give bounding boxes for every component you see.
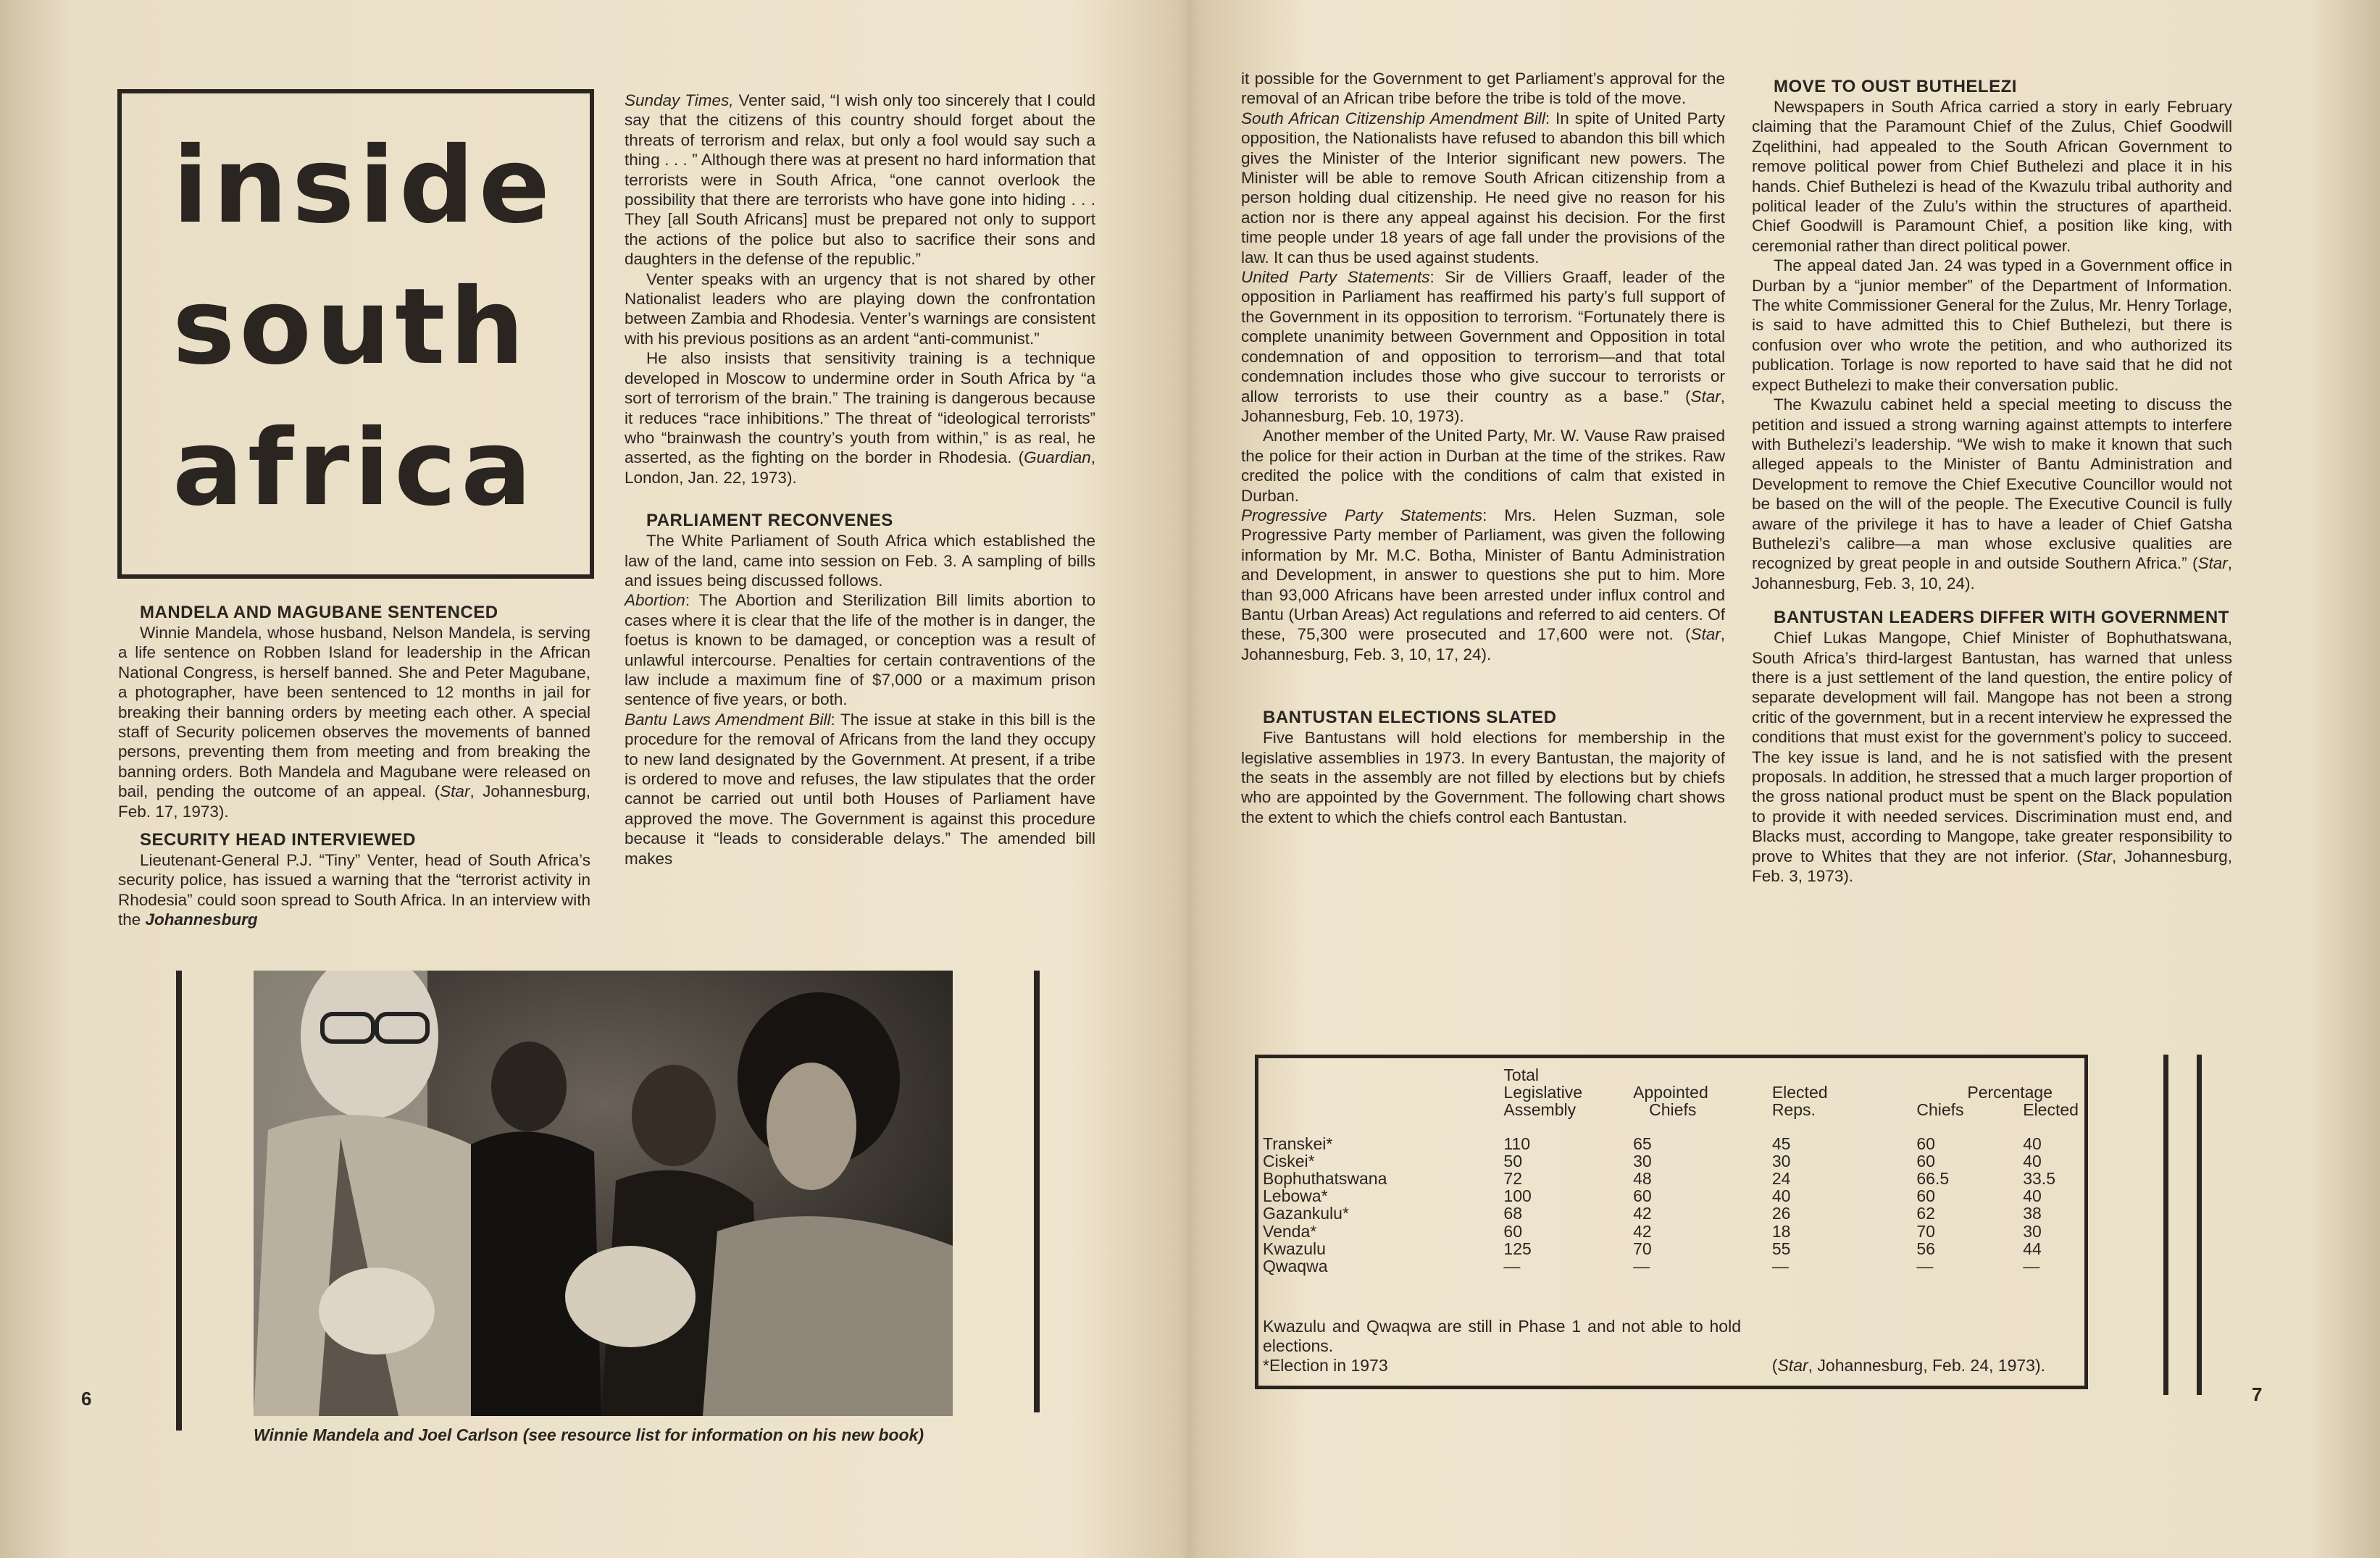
cell-pct-chiefs: 66.5 <box>1916 1169 1950 1189</box>
table-row <box>1263 1170 2079 1187</box>
header-elected: Elected <box>1771 1083 1828 1102</box>
photo-bar-left <box>176 971 182 1431</box>
table-row <box>1263 1257 2079 1275</box>
cell-total: — <box>1503 1257 1521 1276</box>
venter-paragraph-1: Sunday Times, Venter said, “I wish only too sincerely that I could say that the citizens of this country should forget about the threats of terrorism and relax, but only a fool would say such a thing . . . ” Although there was at present no hard information that terrorists were in South Africa, “one cannot overlook the possibility that there are terrorists who have gone into hiding . . . They [all South Africans] must be prepared not only to support the actions of the police but also to sacrifice their sons and daughters in the defense of the republic.” <box>625 91 1095 269</box>
cell-pct-elected: 40 <box>2023 1186 2042 1206</box>
cell-pct-elected: 30 <box>2023 1221 2042 1241</box>
cell-total: 50 <box>1503 1151 1522 1170</box>
cell-appointed: 42 <box>1633 1221 1652 1241</box>
cell-name: Lebowa* <box>1263 1186 1328 1206</box>
parliament-heading: PARLIAMENT RECONVENES <box>646 511 893 531</box>
abortion-paragraph: Abortion: The Abortion and Sterilization Bill limits abortion to cases where it is clear that the life of the mother is in danger, the foetus is known to be damaged, or conception was a result of unlawful intercourse. Penalties for certain contraventions of the law include a maximum fine of $7,000 or a maximum prison sentence of five years, or both. <box>625 591 1095 709</box>
venter-paragraph-3: He also insists that sensitivity training is a technique developed in Moscow to undermine order in South Africa by “a sort of terrorism of the brain.” The training is dangerous because it reduces “race inhibitions.” The threat of “ideological terrorists” who “brainwash the country’s youth from within,” is as real, he asserted, as the fighting on the border in Rhodesia. (Guardian, London, Jan. 22, 1973). <box>625 349 1095 487</box>
photo-winnie-mandela-joel-carlson <box>254 971 953 1416</box>
cell-pct-chiefs: — <box>1916 1257 1934 1276</box>
cell-elected: 18 <box>1771 1221 1791 1241</box>
left-column-1 <box>118 603 590 930</box>
cell-total: 110 <box>1503 1134 1531 1153</box>
cell-total: 72 <box>1503 1169 1522 1189</box>
title-box <box>117 89 594 579</box>
photo-caption: Winnie Mandela and Joel Carlson (see resource list for information on his new book) <box>254 1425 924 1444</box>
photo-image <box>254 971 953 1416</box>
header-percentage: Percentage <box>1967 1083 2053 1102</box>
cell-total: 125 <box>1503 1239 1532 1258</box>
cell-pct-chiefs: 70 <box>1916 1221 1935 1241</box>
united-party-paragraph: United Party Statements: Sir de Villiers Graaff, leader of the opposition in Parliament has reaffirmed his party’s full support of the Government in its opposition to terrorism. “Fortunately there is complete unanimity between Government and Opposition in total condemnation of and opposition to terrorism—and that total condemnation includes those who give succour to terrorists or allow terrorists to use their country as a base.” (Star, Johannesburg, Feb. 10, 1973). <box>1241 268 1725 425</box>
table-body <box>1263 1135 2079 1276</box>
cell-appointed: 48 <box>1633 1169 1652 1189</box>
cell-total: 60 <box>1503 1221 1522 1241</box>
table-header-row-3: Assembly Chiefs Reps. Chiefs Elected <box>1503 1100 2079 1120</box>
left-column-2 <box>625 91 1095 868</box>
venter-paragraph-2: Venter speaks with an urgency that is not shared by other Nationalist leaders who are playing down the confrontation between Zambia and Rhodesia. Venter’s warnings are consistent with his previous positions as an ardent “anti-communist.” <box>625 269 1095 348</box>
cell-total: 68 <box>1503 1204 1522 1223</box>
citizenship-paragraph: South African Citizenship Amendment Bill: In spite of United Party opposition, the Nationalists have refused to abandon this bill which gives the Minister of the Interior significant new powers. The Minister will be able to remove South African citizenship from a person holding dual citizenship. He need give no reason for his action nor is there any appeal against his decision. For the first time people under 18 years of age fall under the provisions of the law. It can thus be used against students. <box>1241 109 1725 267</box>
cell-appointed: 60 <box>1633 1186 1652 1206</box>
cell-name: Qwaqwa <box>1263 1257 1328 1276</box>
table-bar-2 <box>2197 1055 2202 1395</box>
cell-elected: 40 <box>1771 1186 1791 1206</box>
table-row <box>1263 1205 2079 1222</box>
parliament-paragraph: The White Parliament of South Africa which established the law of the land, came into session on Feb. 3. A sampling of bills and issues being discussed follows. <box>625 532 1095 590</box>
title-africa: africa <box>172 407 536 529</box>
cell-pct-elected: 38 <box>2023 1204 2042 1223</box>
cell-name: Kwazulu <box>1263 1239 1326 1258</box>
oust-paragraph-1: Newspapers in South Africa carried a story in early February claiming that the Paramount Chief of the Zulus, Chief Goodwill Zqelithini, had appealed to the South African Government to remove political power from Chief Buthelezi and place it in his hands. Chief Buthelezi is head of the Kwazulu tribal authority and political leader of the Zulu’s within the structures of apartheid. Chief Goodwill is Paramount Chief, a position like king, with ceremonial rather than direct political power. <box>1752 98 2232 255</box>
cell-pct-elected: 40 <box>2023 1151 2042 1170</box>
security-heading: SECURITY HEAD INTERVIEWED <box>140 830 416 850</box>
cell-name: Bophuthatswana <box>1263 1169 1387 1189</box>
table-header-row-1 <box>1263 1066 2079 1084</box>
right-column-2 <box>1752 77 2232 886</box>
cell-name: Transkei* <box>1263 1134 1333 1153</box>
page-number-left: 6 <box>81 1388 92 1410</box>
table-row <box>1263 1187 2079 1205</box>
cell-appointed: — <box>1633 1257 1650 1276</box>
table-row <box>1263 1240 2079 1257</box>
table-header-row-2: Legislative Appointed Elected Percentage <box>1263 1084 2079 1101</box>
cell-total: 100 <box>1503 1186 1532 1206</box>
right-column-1 <box>1241 69 1725 827</box>
cell-elected: 26 <box>1771 1204 1791 1223</box>
cell-pct-chiefs: 60 <box>1916 1151 1935 1170</box>
leaders-paragraph: Chief Lukas Mangope, Chief Minister of Bophuthatswana, South Africa’s third-largest Bantustan, has warned that unless there is a just settlement of the land question, the entire policy of separate development will fail. Mangope has not been a strong critic of the government, but in a recent interview he expressed the conditions that must exist for the government’s policy to succeed. The key issue is land, and he is not satisfied with the present proposals. In addition, he stressed that a much larger proportion of the gross national product must be spent on the Black population to provide it with needed services. Discrimination must end, and Blacks must, according to Mangope, take greater responsibility to prove to Whites that they are not inferior. (Star, Johannesburg, Feb. 3, 1973). <box>1752 629 2232 886</box>
title-inside: inside <box>172 125 555 247</box>
cell-pct-elected: 44 <box>2023 1239 2042 1258</box>
table-source: (Star, Johannesburg, Feb. 24, 1973). <box>1771 1356 2045 1375</box>
cell-pct-chiefs: 60 <box>1916 1134 1935 1153</box>
photo-bar-right <box>1034 971 1040 1412</box>
cell-appointed: 30 <box>1633 1151 1652 1170</box>
page-number-right: 7 <box>2252 1383 2263 1405</box>
cell-appointed: 42 <box>1633 1204 1652 1223</box>
bantu-laws-paragraph: Bantu Laws Amendment Bill: The issue at stake in this bill is the procedure for the removal of Africans from the land they occupy to new land designated by the Government. At present, if a tribe is ordered to move and refuses, the law stipulates that the order cannot be carried out until both Houses of Parliament have approved the move. The Government is against this procedure because it “leads to considerable delays.” The amended bill makes <box>625 710 1095 868</box>
table-row <box>1263 1223 2079 1240</box>
cell-elected: 55 <box>1771 1239 1791 1258</box>
table-bar-1 <box>2163 1055 2168 1395</box>
table-row <box>1263 1135 2079 1152</box>
cell-pct-chiefs: 56 <box>1916 1239 1935 1258</box>
leaders-heading: BANTUSTAN LEADERS DIFFER WITH GOVERNMENT <box>1774 608 2229 628</box>
header-total: Total <box>1503 1065 1539 1084</box>
cell-elected: 45 <box>1771 1134 1791 1153</box>
cell-pct-elected: 33.5 <box>2023 1169 2055 1189</box>
cell-elected: — <box>1771 1257 1789 1276</box>
table-notes <box>1263 1317 2074 1375</box>
bantu-laws-continued: it possible for the Government to get Parliament’s approval for the removal of an African tribe before the tribe is told of the move. <box>1241 70 1725 108</box>
mandela-heading: MANDELA AND MAGUBANE SENTENCED <box>140 603 498 622</box>
elections-heading: BANTUSTAN ELECTIONS SLATED <box>1263 708 1557 728</box>
cell-pct-chiefs: 60 <box>1916 1186 1935 1206</box>
oust-heading: MOVE TO OUST BUTHELEZI <box>1774 77 2017 96</box>
cell-pct-elected: 40 <box>2023 1134 2042 1153</box>
bantustan-table <box>1263 1066 2079 1275</box>
elections-paragraph: Five Bantustans will hold elections for membership in the legislative assemblies in 1973. In every Bantustan, the majority of the seats in the assembly are not filled by elections but by chiefs who are appointed by the Government. The following chart shows the extent to which the chiefs control each Bantustan. <box>1241 729 1725 826</box>
table-note-election: *Election in 1973 (Star, Johannesburg, Feb. 24, 1973). <box>1263 1356 2045 1375</box>
table-row <box>1263 1152 2079 1170</box>
cell-name: Ciskei* <box>1263 1151 1315 1170</box>
oust-paragraph-2: The appeal dated Jan. 24 was typed in a Government office in Durban by a “junior member” of the Department of Information. The white Commissioner General for the Zulus, Mr. Henry Torlage, is said to have admitted this to Chief Buthelezi, but there is confusion over who wrote the petition, and who authorized its publication. Torlage is now reported to have said that he did not expect Buthelezi to make their conversation public. <box>1752 256 2232 394</box>
cell-name: Gazankulu* <box>1263 1204 1349 1223</box>
mandela-paragraph: Winnie Mandela, whose husband, Nelson Mandela, is serving a life sentence on Robben Island for leadership in the African National Congress, is herself banned. She and Peter Magubane, a photographer, have been sentenced to 12 months in jail for breaking their banning orders by meeting each other. A special staff of Security policemen observes the movements of banned persons, preventing them from meeting and from breaking the banning orders. Both Mandela and Magubane were released on bail, pending the outcome of an appeal. (Star, Johannesburg, Feb. 17, 1973). <box>118 624 590 821</box>
header-pct-elected: Elected <box>2023 1100 2079 1120</box>
cell-appointed: 65 <box>1633 1134 1652 1153</box>
progressive-party-paragraph: Progressive Party Statements: Mrs. Helen Suzman, sole Progressive Party member of Parliament, was given the following information by Mr. M.C. Botha, Minister of Bantu Administration and Development, in answer to questions she put to him. More than 93,000 Africans have been arrested under influx control and Bantu (Urban Areas) Act regulations and referred to aid centers. Of these, 75,300 were prosecuted and 17,600 were not. (Star, Johannesburg, Feb. 3, 10, 17, 24). <box>1241 506 1725 663</box>
table-note-phase1: Kwazulu and Qwaqwa are still in Phase 1 and not able to hold elections. <box>1263 1317 1741 1355</box>
cell-elected: 24 <box>1771 1169 1791 1189</box>
cell-appointed: 70 <box>1633 1239 1652 1258</box>
cell-elected: 30 <box>1771 1151 1791 1170</box>
cell-name: Venda* <box>1263 1221 1317 1241</box>
header-appointed: Appointed <box>1633 1083 1708 1102</box>
cell-pct-chiefs: 62 <box>1916 1204 1935 1223</box>
security-paragraph: Lieutenant-General P.J. “Tiny” Venter, head of South Africa’s security police, has issued a warning that the “terrorist activity in Rhodesia” could soon spread to South Africa. In an interview with the Johannesburg <box>118 851 590 929</box>
vause-raw-paragraph: Another member of the United Party, Mr. W. Vause Raw praised the police for their action in Durban at the time of the strikes. Raw credited the police with the conditions of calm that existed in Durban. <box>1241 427 1725 505</box>
header-pct-chiefs: Chiefs <box>1916 1100 1964 1120</box>
cell-pct-elected: — <box>2023 1257 2040 1276</box>
oust-paragraph-3: The Kwazulu cabinet held a special meeting to discuss the petition and issued a strong warning against attempts to interfere with Buthelezi’s leadership. “We wish to make it known that such alleged appeals to the Minister of Bantu Administration and Development to remove the Chief Executive Councillor would not be based on the will of the people. The Executive Council is fully aware of the privilege it has to have a leader of Chief Gatsha Buthelezi’s calibre—a man whose exclusive qualities are recognized by great people in and outside Southern Africa.” (Star, Johannesburg, Feb. 3, 10, 24). <box>1752 395 2232 592</box>
title-south: south <box>172 266 529 388</box>
